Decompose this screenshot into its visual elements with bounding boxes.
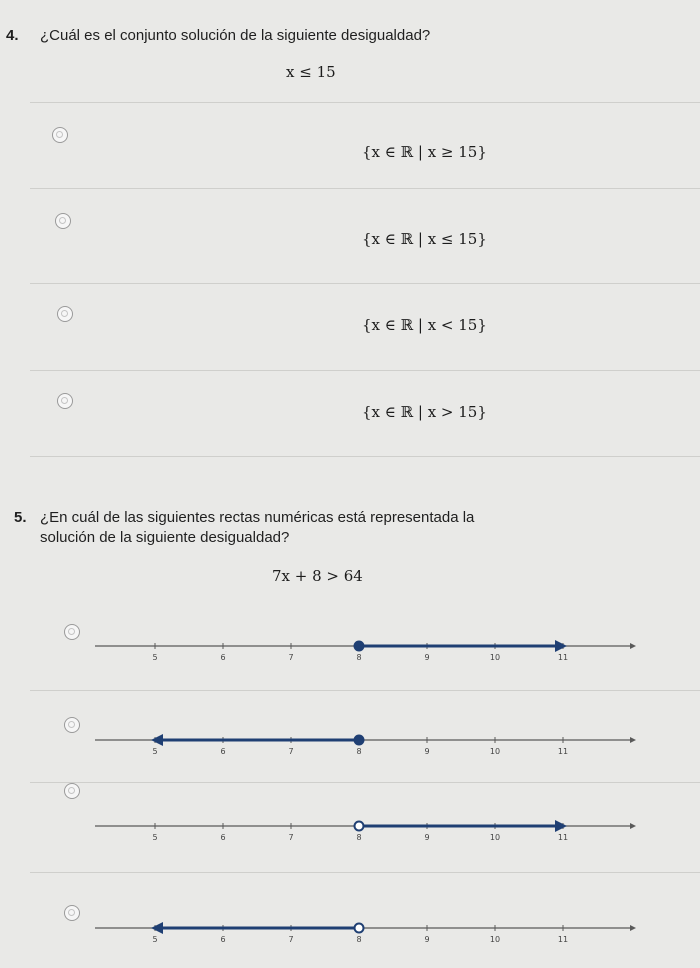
- tick-label: 10: [489, 833, 501, 842]
- divider: [30, 283, 700, 284]
- tick-label: 10: [489, 747, 501, 756]
- tick-label: 8: [356, 833, 362, 842]
- option-label: {x ∈ ℝ | x > 15}: [362, 403, 487, 421]
- tick-label: 9: [424, 935, 430, 944]
- question-4-text: ¿Cuál es el conjunto solución de la siguiente desigualdad?: [40, 27, 431, 44]
- tick-label: 6: [220, 935, 226, 944]
- tick-label: 9: [424, 833, 430, 842]
- tick-label: 6: [220, 653, 226, 662]
- tick-label: 10: [489, 935, 501, 944]
- axis-arrow: [630, 823, 636, 829]
- axis-arrow: [630, 643, 636, 649]
- tick-label: 8: [356, 747, 362, 756]
- ray-arrowhead: [151, 922, 163, 934]
- tick-label: 10: [489, 653, 501, 662]
- tick-label: 9: [424, 747, 430, 756]
- option-label: {x ∈ ℝ | x < 15}: [362, 316, 487, 334]
- question-5-text-line2: solución de la siguiente desigualdad?: [40, 529, 290, 546]
- number-line-2: [0, 722, 700, 772]
- divider: [30, 782, 700, 783]
- tick-label: 7: [288, 935, 294, 944]
- tick-label: 8: [356, 653, 362, 662]
- ray-arrowhead: [555, 820, 567, 832]
- divider: [30, 102, 700, 103]
- tick-label: 8: [356, 935, 362, 944]
- number-line-4: [0, 910, 700, 960]
- tick-label: 11: [557, 653, 569, 662]
- radio-button[interactable]: [57, 306, 73, 322]
- question-4-inequality: x ≤ 15: [286, 63, 336, 81]
- option-label: {x ∈ ℝ | x ≤ 15}: [362, 230, 487, 248]
- tick-label: 6: [220, 747, 226, 756]
- tick-label: 5: [152, 653, 158, 662]
- option-label: {x ∈ ℝ | x ≥ 15}: [362, 143, 487, 161]
- ray-arrowhead: [555, 640, 567, 652]
- ray-arrowhead: [151, 734, 163, 746]
- open-endpoint: [355, 924, 364, 933]
- axis-arrow: [630, 925, 636, 931]
- tick-label: 7: [288, 833, 294, 842]
- divider: [30, 370, 700, 371]
- divider: [30, 690, 700, 691]
- tick-label: 9: [424, 653, 430, 662]
- divider: [30, 188, 700, 189]
- closed-endpoint: [355, 642, 364, 651]
- axis-arrow: [630, 737, 636, 743]
- divider: [30, 456, 700, 457]
- tick-label: 7: [288, 653, 294, 662]
- tick-label: 5: [152, 935, 158, 944]
- question-4-number: 4.: [6, 27, 19, 44]
- radio-button[interactable]: [52, 127, 68, 143]
- radio-button[interactable]: [64, 783, 80, 799]
- tick-label: 11: [557, 935, 569, 944]
- question-5-number: 5.: [14, 509, 27, 526]
- tick-label: 5: [152, 833, 158, 842]
- closed-endpoint: [355, 736, 364, 745]
- tick-label: 11: [557, 833, 569, 842]
- question-5-inequality: 7x + 8 > 64: [272, 567, 363, 585]
- number-line-3: [0, 808, 700, 858]
- tick-label: 7: [288, 747, 294, 756]
- open-endpoint: [355, 822, 364, 831]
- radio-button[interactable]: [57, 393, 73, 409]
- question-5-text-line1: ¿En cuál de las siguientes rectas numéricas está representada la: [40, 509, 475, 526]
- tick-label: 5: [152, 747, 158, 756]
- divider: [30, 872, 700, 873]
- radio-button[interactable]: [55, 213, 71, 229]
- tick-label: 11: [557, 747, 569, 756]
- tick-label: 6: [220, 833, 226, 842]
- number-line-1: [0, 628, 700, 678]
